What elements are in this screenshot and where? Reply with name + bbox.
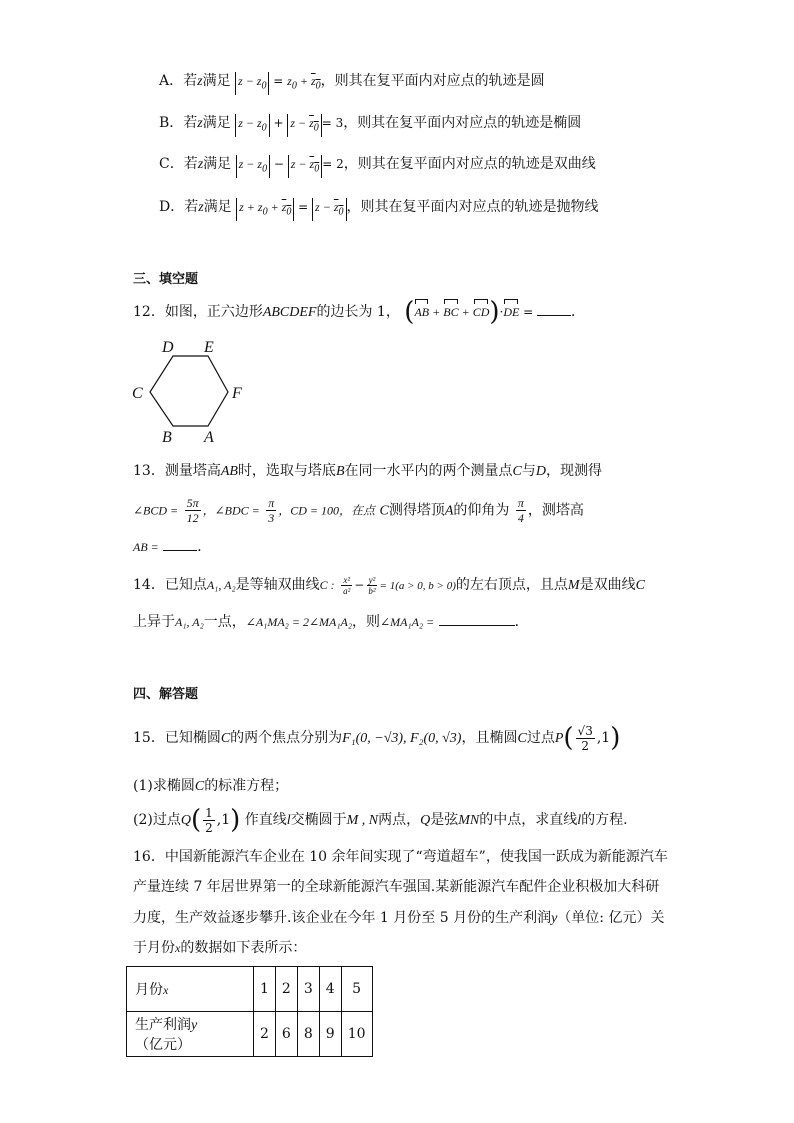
minus-sign: − (354, 578, 365, 592)
option-d-prefix: D．若 (159, 199, 199, 215)
frac-num: 5π (186, 496, 199, 510)
fraction-sqrt3-2 (576, 724, 595, 753)
label-a: A (204, 429, 214, 446)
frac-den: 2 (581, 738, 589, 753)
q14-text3: 的左右顶点，且点 (455, 577, 568, 593)
table-header-profit (127, 1012, 254, 1057)
var-z: z (198, 200, 204, 215)
option-c-rest: ，则其在复平面内对应点的轨迹是双曲线 (343, 156, 596, 172)
q15-sub2f: 的中点，求直线 (479, 812, 578, 828)
label-b: B (162, 429, 172, 446)
q15-text1: 15．已知椭圆 (133, 730, 221, 746)
q15-mn2: MN (458, 813, 480, 828)
q14-cond: = 1(a > 0, b > 0) (379, 580, 456, 592)
option-a-cond: 满足 (202, 73, 231, 89)
q13-text1: 13．测量塔高 (133, 463, 221, 479)
option-c-eq: = 2 (322, 157, 344, 171)
q15-qend: ,1 (216, 812, 231, 828)
table-row (127, 967, 373, 1012)
frac-num: π (517, 496, 524, 510)
label-e: E (204, 339, 214, 356)
minus-sign: − (270, 157, 288, 171)
question-16-line4 (133, 938, 306, 958)
q15-l: l (286, 813, 291, 828)
paren-right: ) (230, 805, 241, 835)
q15-pend: ,1 (596, 730, 611, 746)
fraction-1-2 (203, 806, 215, 835)
abs-z-minus-z0: $z - z_0$ (235, 72, 269, 95)
label-f: F (232, 385, 242, 402)
q15-q2: Q (420, 813, 431, 828)
table-row (127, 1012, 373, 1057)
q15-sub2e: 是弦 (430, 812, 459, 828)
q14-text1: 14．已知点 (133, 577, 207, 593)
q12-tail: ． (571, 304, 586, 320)
abs-z-minus-conj: $z - z_0$ (288, 155, 322, 178)
question-14-line1 (133, 572, 645, 599)
hexagon-figure (128, 336, 258, 446)
q15-sub2c: 交椭圆于 (290, 812, 347, 828)
question-16-line1: 16．中国新能源汽车企业在 10 余年间实现了“弯道超车”，使我国一跃成为新能源汽车 (133, 849, 668, 865)
abs-z-minus-z0: $z - z_0$ (236, 155, 270, 178)
var-z: z (197, 157, 204, 172)
fraction-pi-3 (266, 496, 276, 525)
q13-text2: 时，选取与塔底 (237, 463, 336, 479)
q15-p: P (554, 731, 564, 746)
q13-answer-label: AB = (133, 540, 159, 554)
answer-blank[interactable] (439, 611, 515, 626)
option-d (159, 197, 599, 221)
frac-num: 1 (205, 805, 213, 820)
table-header-month (127, 967, 254, 1012)
q13-measure: 测得塔顶 (388, 502, 445, 519)
option-b-rest: ，则其在复平面内对应点的轨迹是椭圆 (343, 115, 582, 131)
q14-text6: 一点， (203, 614, 246, 630)
option-a (159, 71, 545, 96)
cell-text: 生产利润 (135, 1017, 191, 1033)
cell-unit: （亿元） (135, 1037, 191, 1053)
answer-blank[interactable] (163, 536, 197, 551)
question-14-line2 (133, 611, 529, 632)
q15-text4: 过点 (526, 730, 555, 746)
frac-num: √3 (577, 723, 593, 738)
q15-c2: C (517, 731, 527, 746)
cell-var: x (163, 983, 169, 997)
q13-a: A (444, 503, 454, 519)
hexagon-shape (150, 356, 228, 426)
dot-operator: · (499, 305, 504, 319)
frac-den: 2 (205, 820, 213, 835)
paren-left: ( (563, 723, 574, 753)
q12-text1: 12．如图，正六边形 (133, 304, 263, 320)
cell-text: 月份 (135, 982, 163, 998)
option-b-prefix: B．若 (159, 115, 198, 131)
option-c (159, 154, 596, 178)
q15-sub2a: (2)过点 (133, 812, 181, 828)
frac-den: 4 (517, 511, 524, 525)
section-fill-title: 三、填空题 (133, 272, 199, 287)
q14-text7: ，则 (352, 614, 381, 630)
q14-m: M (567, 578, 580, 593)
question-15-part1 (133, 776, 288, 797)
q16-x: x (175, 941, 181, 955)
paren-left: ( (404, 297, 415, 327)
abs-z-minus-z0: $z - z_0$ (235, 114, 269, 137)
q15-sub1-tail: 的标准方程； (204, 778, 289, 794)
q13-elev: 的仰角为 (453, 502, 510, 519)
z0-plus-conj: $z_0 + z_0$ (287, 74, 321, 92)
frac-num: π (268, 496, 275, 510)
q13-text4: ，现测得 (545, 463, 602, 479)
abs-z-minus-conj: $z - z_0$ (312, 198, 346, 221)
q13-and: 与 (521, 463, 536, 479)
label-c: C (132, 385, 143, 402)
question-13-line3 (133, 536, 211, 557)
q14-text5: 上异于 (133, 614, 175, 630)
plus-sign: + (269, 116, 288, 130)
abs-z-plus-z0-plus-conj: $z + z_0 + z_0$ (236, 198, 294, 221)
option-a-prefix: A．若 (159, 73, 198, 89)
question-13-line2 (133, 496, 584, 526)
question-16-line3 (133, 908, 664, 929)
abs-z-minus-conj: $z - z_0$ (287, 114, 321, 137)
q15-sub2d: 两点， (378, 812, 421, 828)
q15-foci: F₁(0, −√3), F₂(0, √3) (342, 731, 462, 746)
q12-hexagon-name: ABCDEF (262, 305, 317, 320)
q13-text3: 在同一水平内的两个测量点 (344, 463, 513, 479)
q14-points2: A₁, A₂ (175, 615, 204, 629)
table-cell: 1 (254, 967, 276, 1012)
q16-text3b: （单位: 亿元）关 (557, 910, 665, 926)
option-b-eq: = 3 (321, 116, 344, 130)
section-solve-title: 四、解答题 (133, 687, 199, 702)
q15-sub1-c: C (194, 779, 205, 794)
q16-text4a: 于月份 (133, 940, 175, 956)
q15-sub2g: 的方程. (581, 812, 628, 828)
q14-end: ． (514, 614, 529, 630)
profit-table (126, 966, 373, 1057)
q15-l2: l (577, 813, 582, 828)
table-cell: 6 (275, 1012, 297, 1057)
answer-blank[interactable] (537, 301, 571, 316)
q15-sub1: (1)求椭圆 (133, 778, 195, 794)
var-z: z (197, 116, 203, 131)
q16-text4b: 的数据如下表所示： (180, 940, 307, 956)
q14-text2: 是等轴双曲线 (235, 577, 320, 593)
option-d-rest: ，则其在复平面内对应点的轨迹是抛物线 (346, 199, 599, 215)
question-12 (133, 297, 586, 327)
paren-left: ( (190, 805, 202, 835)
question-13-line1 (133, 461, 602, 482)
option-d-cond: 满足 (203, 199, 232, 215)
frac-den: 3 (268, 511, 275, 525)
q16-text3a: 力度，生产效益逐步攀升.该企业在今年 1 月份至 5 月份的生产利润 (133, 910, 552, 926)
table-cell: 2 (275, 967, 297, 1012)
q13-end: ． (197, 539, 212, 555)
paren-right: ) (610, 723, 621, 753)
table-cell: 3 (297, 967, 319, 1012)
q13-tail: ，测塔高 (527, 502, 584, 519)
q16-y: y (551, 911, 558, 926)
q15-sub2b: 作直线 (244, 812, 287, 828)
fraction-x2-a2: $\frac{\text{x²}}{\text{a²}}$ (343, 574, 351, 596)
option-c-cond: 满足 (203, 156, 232, 172)
q13-d: D (535, 464, 546, 479)
vector-de: DE (503, 302, 519, 322)
q15-text3: ，且椭圆 (461, 730, 518, 746)
vector-sum: AB + BC + CD (414, 305, 489, 319)
table-cell: 5 (341, 967, 372, 1012)
q14-ask: ∠MA₁A₂ = (380, 615, 435, 629)
table-cell: 4 (319, 967, 341, 1012)
option-a-rest: ，则其在复平面内对应点的轨迹是圆 (320, 73, 545, 89)
q12-text2: 的边长为 1， (316, 304, 400, 320)
eq-sign: = (519, 305, 538, 319)
q13-angle2: ，∠BDC = (202, 503, 260, 518)
q13-ab: AB (220, 464, 238, 479)
eq-sign: = (269, 74, 288, 88)
table-cell: 8 (297, 1012, 319, 1057)
option-b (159, 113, 581, 137)
q13-cd: ，CD = 100，在点 (278, 503, 376, 518)
var-z: z (197, 74, 203, 89)
q13-angle1: ∠BCD = (133, 503, 179, 518)
label-d: D (162, 339, 174, 356)
cell-var: y (191, 1018, 198, 1033)
question-16-line2: 产量连续 7 年居世界第一的全球新能源汽车强国.某新能源汽车配件企业积极加大科研 (133, 879, 660, 895)
q15-c: C (220, 731, 231, 746)
q14-points: A₁, A₂ (206, 578, 236, 592)
q14-c: C (635, 578, 645, 593)
table-cell: 9 (319, 1012, 341, 1057)
fraction-y2-b2: $\frac{\text{y²}}{\text{b²}}$ (368, 574, 376, 596)
paren-right: ) (489, 297, 500, 327)
eq-sign: = (294, 200, 313, 214)
table-cell: 10 (341, 1012, 372, 1057)
q15-mn: M , N (346, 813, 379, 828)
option-b-cond: 满足 (202, 115, 231, 131)
table-cell: 2 (254, 1012, 276, 1057)
option-c-prefix: C．若 (159, 156, 198, 172)
fraction-5pi-12 (185, 496, 201, 525)
q14-curve: C : (319, 578, 335, 592)
q14-angle: ∠A₁MA₂ = 2∠MA₁A₂ (245, 615, 353, 629)
frac-den: 12 (186, 511, 199, 525)
question-15-line1 (133, 723, 620, 754)
fraction-pi-4 (516, 496, 526, 525)
q14-text4: 是双曲线 (579, 577, 636, 593)
question-15-part2 (133, 805, 628, 836)
q15-q: Q (180, 813, 191, 828)
q15-text2: 的两个焦点分别为 (230, 730, 343, 746)
q13-b: B (335, 464, 345, 479)
q13-c2: C (379, 503, 389, 519)
q13-c: C (512, 464, 522, 479)
